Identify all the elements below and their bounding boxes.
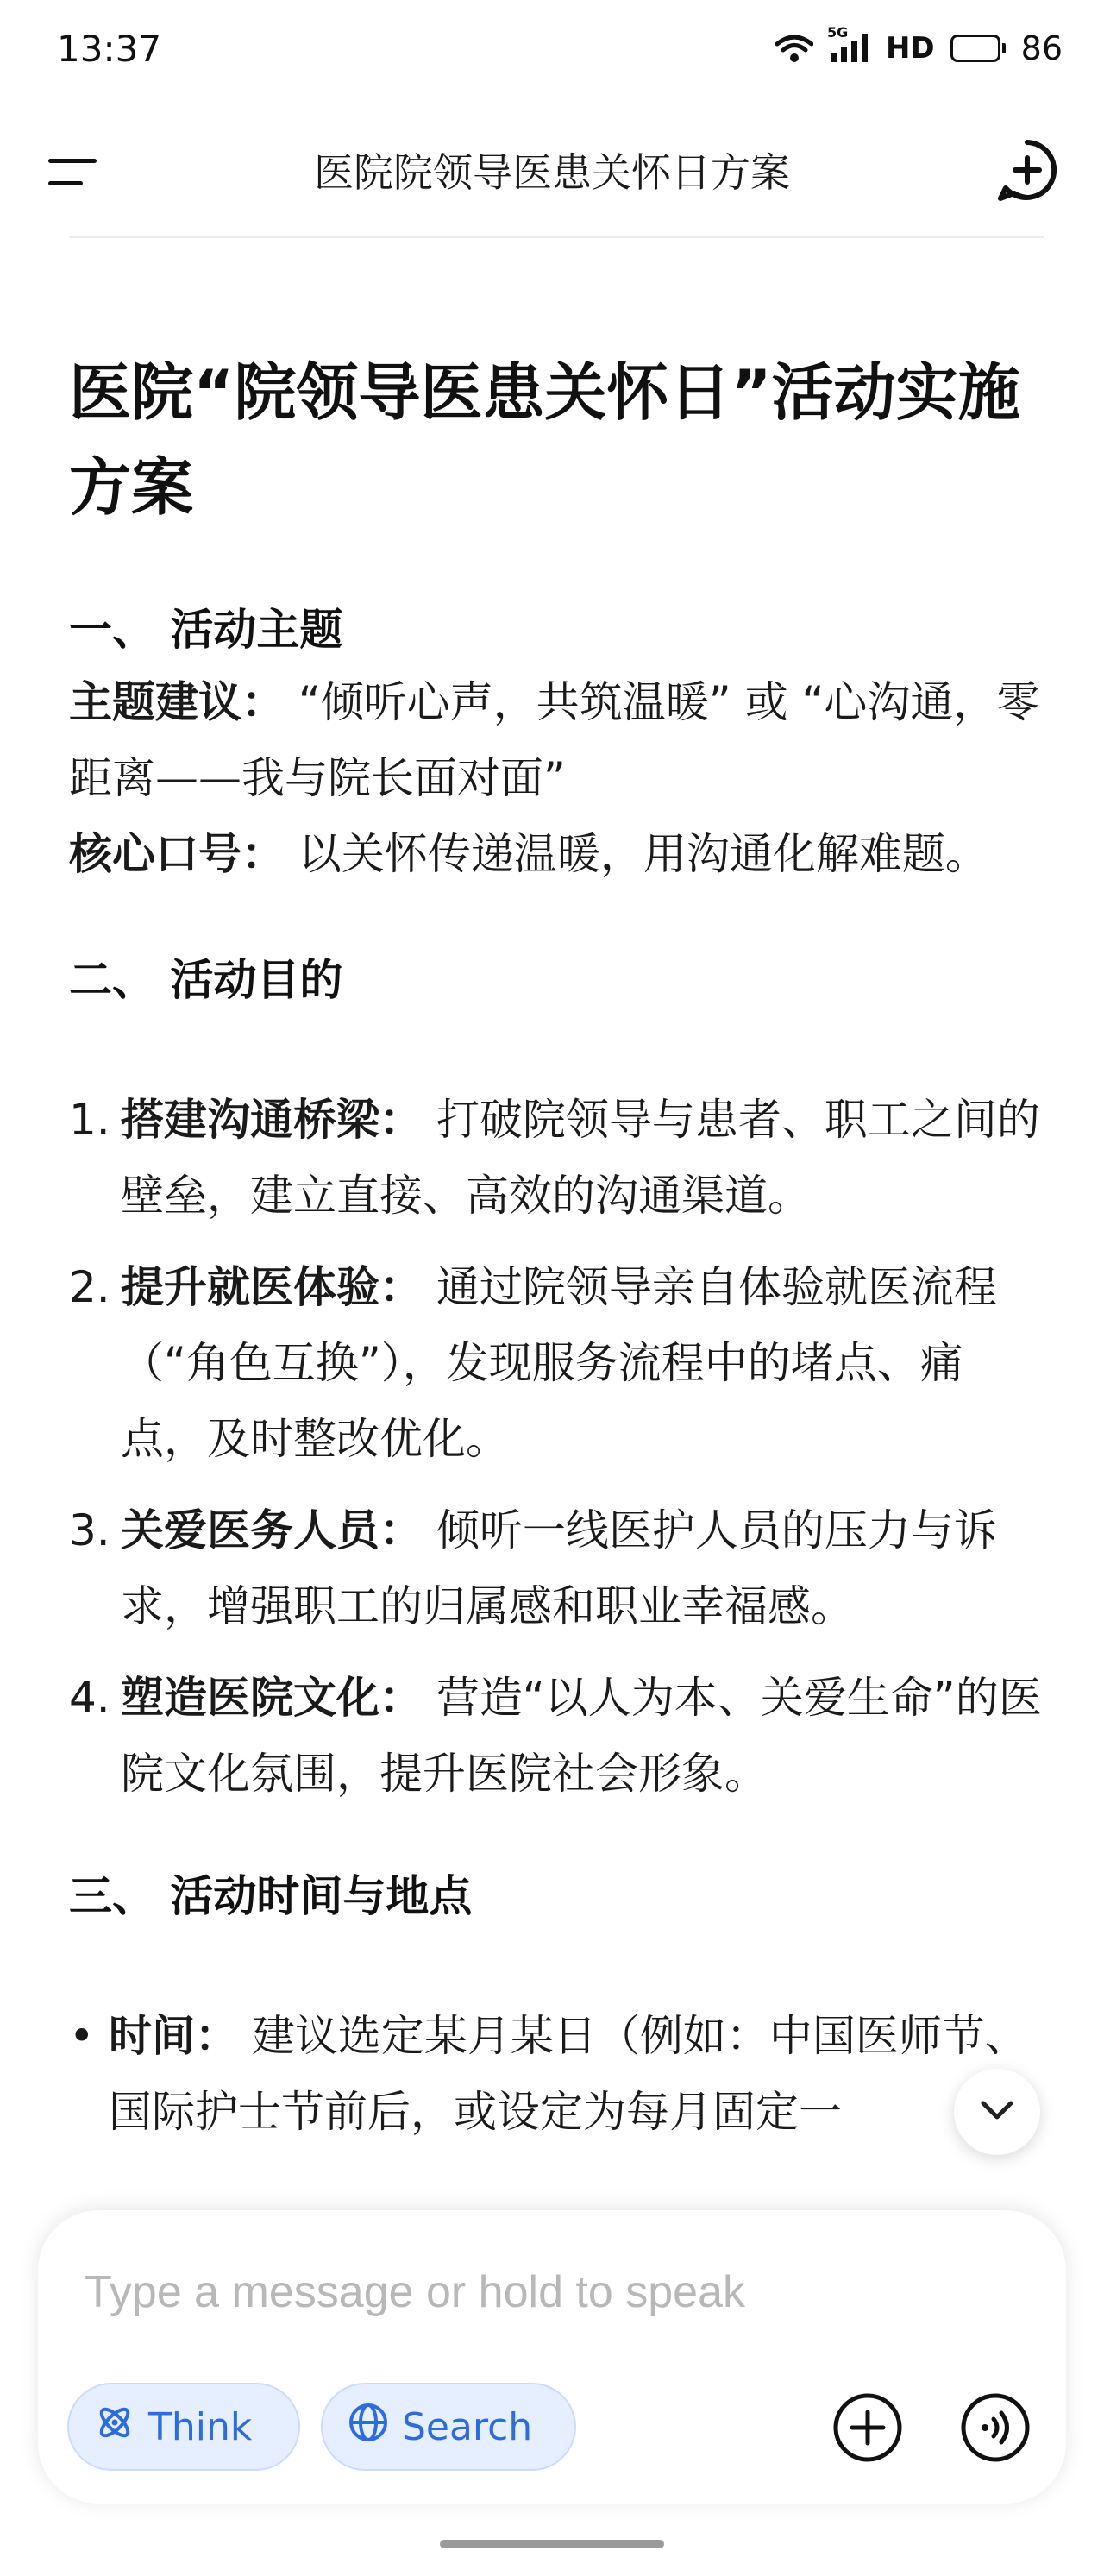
document-title: 医院“院领导医患关怀日”活动实施方案 [69,356,1020,524]
message-composer [38,2210,1066,2504]
list-item [69,1998,1044,2150]
status-bar [0,0,1104,104]
item-text: 通过院领导亲自体验就医流程（“角色互换”），发现服务流程中的堵点、痛点，及时整改优化。 [121,1262,997,1464]
page-title: 医院院领导医患关怀日方案 [314,149,790,196]
think-label: Think [148,2404,253,2449]
list-number: 3. [69,1505,110,1555]
new-chat-icon[interactable] [994,136,1061,204]
item-label: 搭建沟通桥梁： [121,1095,423,1145]
section-heading: 二、 活动目的 [69,955,343,1005]
network-label: 5G [826,24,849,41]
attach-button[interactable] [831,2391,904,2464]
bullet: • [69,2011,95,2061]
slogan-label: 核心口号： [69,829,285,879]
hd-label: HD [885,31,935,66]
list-number: 2. [69,1262,110,1312]
list-number: 4. [69,1673,110,1723]
search-label: Search [402,2404,533,2449]
home-indicator[interactable] [440,2540,664,2548]
section-heading: 一、 活动主题 [69,605,343,655]
item-text: 营造“以人为本、关爱生命”的医院文化氛围，提升医院社会形象。 [121,1673,1042,1799]
globe-icon [347,2401,390,2453]
message-content [69,345,1044,2150]
theme-paragraph [69,664,1044,816]
item-label: 塑造医院文化： [121,1673,423,1723]
wifi-icon [775,34,813,63]
item-label: 时间： [109,2011,238,2061]
plus-icon [831,2451,904,2467]
battery-level: 86 [1020,29,1063,67]
list-item [69,1492,1044,1644]
think-button[interactable] [67,2383,300,2471]
status-time: 13:37 [57,28,162,70]
message-input[interactable] [83,2262,945,2322]
list-item [69,1249,1044,1477]
list-number: 1. [69,1095,110,1145]
section-heading: 三、 活动时间与地点 [69,1871,473,1921]
list-item [69,1660,1044,1812]
slogan-text: 以关怀传递温暖，用沟通化解难题。 [285,829,988,879]
battery-icon [950,35,1006,62]
voice-button[interactable] [959,2391,1032,2464]
slogan-paragraph [69,816,1044,892]
item-text: 打破院领导与患者、职工之间的壁垒，建立直接、高效的沟通渠道。 [121,1095,1040,1221]
signal-icon [826,24,870,64]
item-text: 建议选定某月某日（例如：中国医师节、国际护士节前后，或设定为每月固定一 [109,2011,1028,2137]
purpose-list [69,1082,1044,1812]
think-icon [93,2401,136,2453]
chevron-down-icon [978,2098,1016,2126]
theme-label: 主题建议： [69,677,285,727]
search-button[interactable] [321,2383,576,2471]
list-item [69,1082,1044,1234]
scroll-down-button[interactable] [954,2069,1040,2155]
header-divider [69,236,1044,238]
item-label: 提升就医体验： [121,1262,423,1312]
app-header [0,121,1104,233]
voice-icon [959,2451,1032,2467]
item-text: 倾听一线医护人员的压力与诉求，增强职工的归属感和职业幸福感。 [121,1505,997,1631]
item-label: 关爱医务人员： [121,1505,423,1555]
status-icons [775,24,1063,67]
theme-text: “倾听心声，共筑温暖” 或 “心沟通，零距离——我与院长面对面” [69,677,1040,803]
